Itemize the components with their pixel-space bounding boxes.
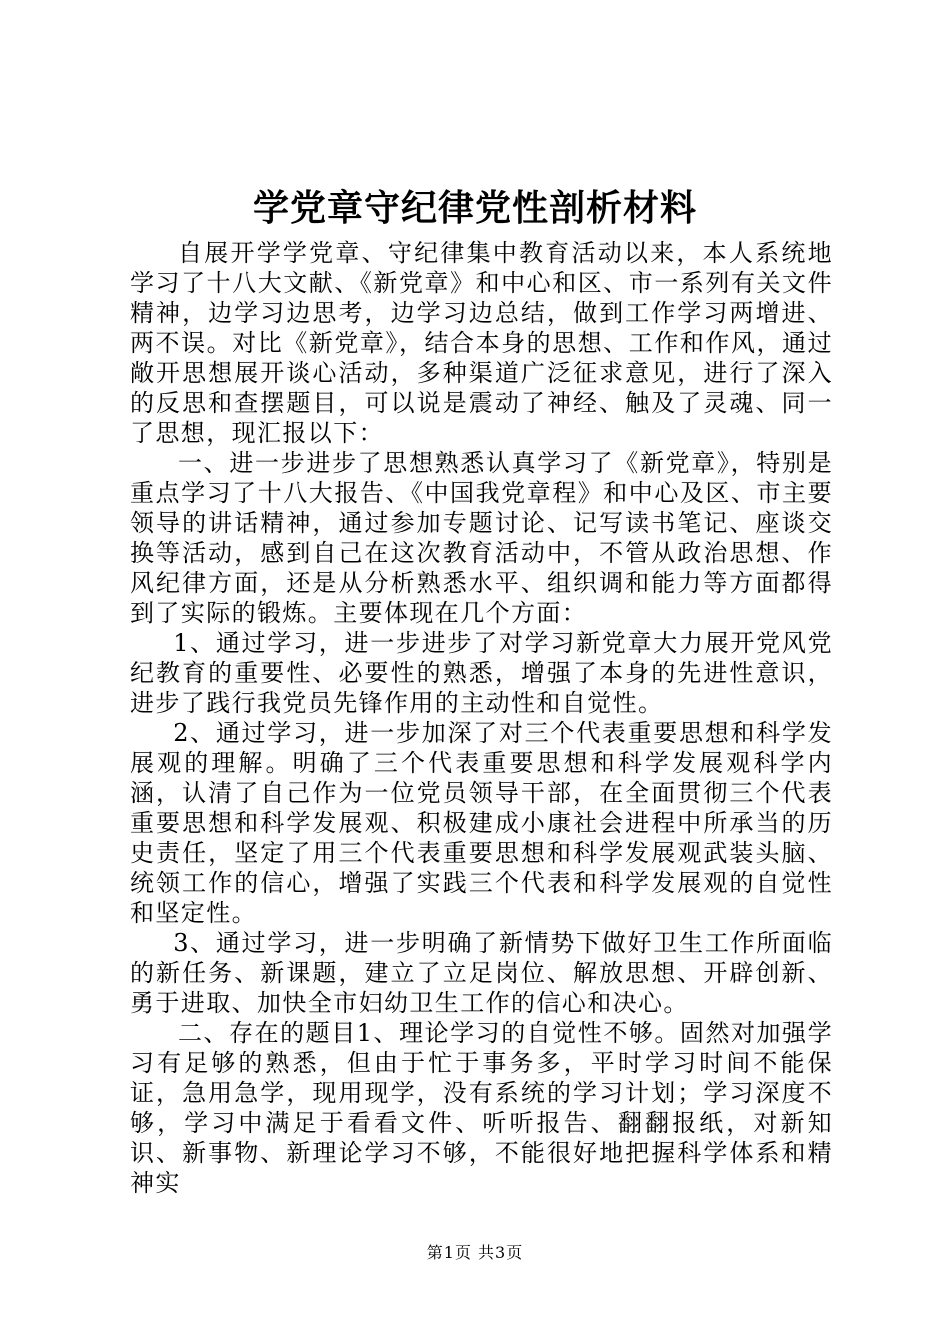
document-body: [130, 238, 833, 1198]
document-title: 学党章守纪律党性剖析材料: [252, 187, 697, 229]
paragraph-section-two: 二、存在的题目1、理论学习的自觉性不够。固然对加强学习有足够的熟悉，但由于忙于事务多，平时学习时间不能保证，急用急学，现用现学，没有系统的学习计划；学习深度不够，学习中满足于看看文件、听听报告、翻翻报纸，对新知识、新事物、新理论学习不够，不能很好地把握科学体系和精神实: [130, 1019, 833, 1197]
paragraph-section-one: 一、进一步进步了思想熟悉认真学习了《新党章》，特别是重点学习了十八大报告、《中国我党章程》和中心及区、市主要领导的讲话精神，通过参加专题讨论、记写读书笔记、座谈交换等活动，感到自己在这次教育活动中，不管从政治思想、作风纪律方面，还是从分析熟悉水平、组织调和能力等方面都得到了实际的锻炼。主要体现在几个方面：: [130, 449, 833, 627]
paragraph-point-3: 3、通过学习，进一步明确了新情势下做好卫生工作所面临的新任务、新课题，建立了立足岗位、解放思想、开辟创新、勇于进取、加快全市妇幼卫生工作的信心和决心。: [130, 929, 833, 1017]
page-number-footer: 第1页 共3页: [426, 1243, 524, 1262]
paragraph-intro: 自展开学学党章、守纪律集中教育活动以来，本人系统地学习了十八大文献、《新党章》和中心和区、市一系列有关文件精神，边学习边思考，边学习边总结，做到工作学习两增进、两不误。对比《新党章》，结合本身的思想、工作和作风，通过敞开思想展开谈心活动，多种渠道广泛征求意见，进行了深入的反思和查摆题目，可以说是震动了神经、触及了灵魂、同一了思想，现汇报以下：: [130, 239, 833, 447]
paragraph-point-2: 2、通过学习，进一步加深了对三个代表重要思想和科学发展观的理解。明确了三个代表重要思想和科学发展观科学内涵，认清了自己作为一位党员领导干部，在全面贯彻三个代表重要思想和科学发展观、积极建成小康社会进程中所承当的历史责任，坚定了用三个代表重要思想和科学发展观武装头脑、统领工作的信心，增强了实践三个代表和科学发展观的自觉性和坚定性。: [130, 719, 833, 927]
paragraph-point-1: 1、通过学习，进一步进步了对学习新党章大力展开党风党纪教育的重要性、必要性的熟悉，增强了本身的先进性意识，进步了践行我党员先锋作用的主动性和自觉性。: [130, 629, 833, 717]
